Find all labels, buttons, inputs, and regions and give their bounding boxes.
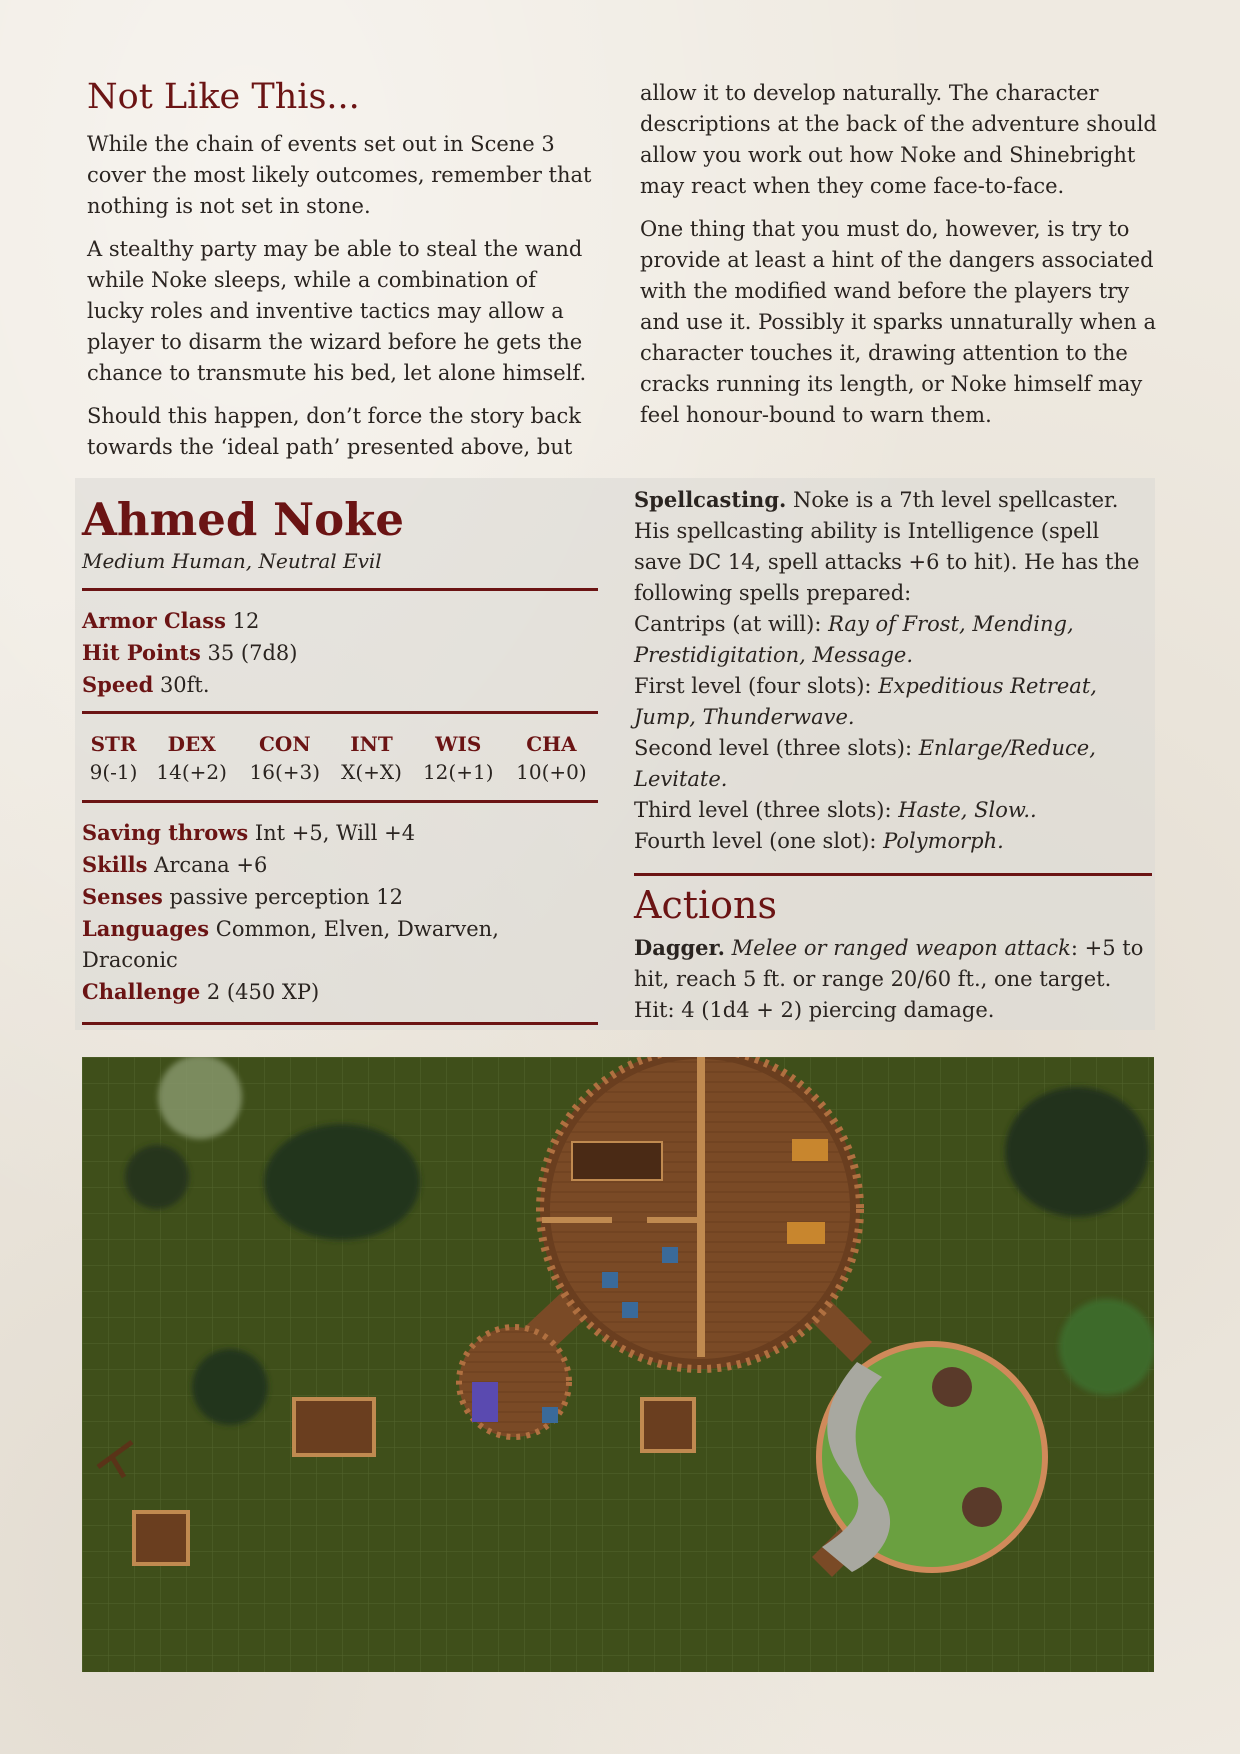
spell-level-prefix: Fourth level (one slot): (634, 829, 884, 853)
ability-value: 14(+2) (156, 760, 227, 784)
chest (622, 1302, 638, 1318)
ability-header: CON (258, 732, 311, 756)
tree (264, 1124, 420, 1240)
table (572, 1142, 662, 1180)
shed (642, 1399, 694, 1451)
creature-name: Ahmed Noke (82, 493, 404, 546)
wall (542, 1217, 612, 1223)
intro-paragraph: allow it to develop naturally. The character descriptions at the back of the adventure should allow you work out how Noke and Shinebright may react when they come face-to-face. (640, 81, 1157, 198)
ability-header: CHA (526, 732, 577, 756)
battle-map (82, 1057, 1154, 1672)
hit-points-value: 35 (7d8) (200, 641, 298, 665)
actions-title: Actions (634, 883, 778, 927)
tree (1005, 1087, 1149, 1217)
hit-points-line (82, 637, 598, 669)
dagger-action (634, 932, 1152, 1026)
table (787, 1222, 825, 1244)
wall (697, 1057, 705, 1357)
skills-value: Arcana +6 (147, 853, 268, 877)
speed-label: Speed (82, 672, 154, 697)
intro-paragraph: While the chain of events set out in Scene 3 cover the most likely outcomes, remember that nothing is not set in stone. (87, 131, 592, 218)
spell-level-line (634, 795, 1152, 826)
tree (125, 1145, 189, 1209)
spellcasting-label: Spellcasting. (634, 487, 787, 512)
divider (634, 873, 1152, 876)
ability-scores-table (82, 728, 598, 790)
spell-level-prefix: Third level (three slots): (634, 798, 899, 822)
divider (82, 588, 598, 591)
dagger-text: : +5 to hit, reach 5 ft. or range 20/60 ft., one target. Hit: 4 (1d4 + 2) piercing damage. (634, 936, 1144, 1022)
languages-label: Languages (82, 916, 210, 941)
divider (82, 1022, 598, 1025)
ability-value: 10(+0) (516, 760, 587, 784)
ability-header: WIS (435, 732, 482, 756)
saving-throws-label: Saving throws (82, 820, 249, 845)
challenge-label: Challenge (82, 979, 201, 1004)
senses-line (82, 881, 598, 913)
hit-points-label: Hit Points (82, 640, 201, 665)
shed (294, 1399, 374, 1455)
chest (662, 1247, 678, 1263)
ability-value: 9(-1) (89, 760, 138, 784)
statblock-left (82, 492, 598, 1039)
dagger-type: Melee or ranged weapon attack (725, 936, 1071, 960)
wall (647, 1217, 697, 1223)
armor-class-line (82, 605, 598, 637)
ability-value-row (82, 758, 598, 790)
languages-value: Common, Elven, Dwarven, Draconic (82, 917, 499, 972)
spell-list: Ray of Frost, Mending, Prestidigitation, Message. (634, 612, 1074, 667)
languages-line (82, 913, 598, 976)
intro-paragraph: Should this happen, don’t force the story back towards the ‘ideal path’ presented above, but (87, 403, 581, 459)
spell-list: Polymorph. (883, 829, 1004, 853)
ability-value: 12(+1) (422, 760, 494, 784)
bed (472, 1382, 498, 1422)
challenge-value: 2 (450 XP) (200, 980, 320, 1004)
speed-line (82, 669, 598, 701)
statblock-right (634, 484, 1152, 1026)
spellcasting-intro (634, 484, 1152, 609)
shrub (932, 1367, 972, 1407)
senses-value: passive perception 12 (162, 885, 403, 909)
armor-class-value: 12 (225, 609, 260, 633)
ability-header: INT (350, 732, 393, 756)
spell-list: Enlarge/Reduce, Levitate. (634, 736, 1096, 791)
ability-value: X(+X) (341, 760, 402, 784)
spell-list: Haste, Slow.. (898, 798, 1037, 822)
divider (82, 711, 598, 714)
senses-label: Senses (82, 884, 163, 909)
shed (134, 1512, 188, 1564)
spell-level-line (634, 609, 1152, 671)
intro-right-column (640, 78, 1160, 443)
divider (82, 800, 598, 803)
skills-line (82, 849, 598, 881)
spell-level-line (634, 671, 1152, 733)
intro-paragraph: A stealthy party may be able to steal the wand while Noke sleeps, while a combination of lucky roles and inventive tactics may allow a player to disarm the wizard before he gets the chance to transmute his bed, let alone himself. (87, 236, 587, 385)
spell-level-line (634, 733, 1152, 795)
dagger-name: Dagger. (634, 935, 725, 960)
spell-level-line (634, 826, 1152, 857)
table (792, 1139, 828, 1161)
tree (1059, 1299, 1154, 1395)
saving-throws-line (82, 817, 598, 849)
spell-list: Expeditious Retreat, Jump, Thunderwave. (634, 674, 1097, 729)
tree (158, 1057, 242, 1139)
spell-level-prefix: Second level (three slots): (634, 736, 919, 760)
chest (602, 1272, 618, 1288)
shrub (962, 1487, 1002, 1527)
spellcasting-text: Noke is a 7th level spellcaster. His spellcasting ability is Intelligence (spell save DC 14, spell attacks +6 to hit). He has the following spells prepared: (634, 488, 1140, 605)
creature-subtitle: Medium Human, Neutral Evil (82, 549, 382, 573)
skills-label: Skills (82, 852, 148, 877)
intro-paragraph: One thing that you must do, however, is try to provide at least a hint of the dangers associated with the modified wand before the players try and use it. Possibly it sparks unnaturally when a character touches it, drawing attention to the cracks running its length, or Noke himself may feel honour-bound to warn them. (640, 217, 1156, 427)
ability-header: STR (90, 732, 137, 756)
ability-header: DEX (167, 732, 216, 756)
speed-value: 30ft. (153, 673, 210, 697)
ability-value: 16(+3) (249, 760, 321, 784)
chest (542, 1407, 558, 1423)
armor-class-label: Armor Class (82, 608, 226, 633)
spell-level-prefix: Cantrips (at will): (634, 612, 829, 636)
saving-throws-value: Int +5, Will +4 (248, 821, 416, 845)
intro-left-column (87, 78, 597, 475)
section-title: Not Like This... (87, 77, 360, 117)
ability-header-row (82, 728, 598, 758)
tree (192, 1349, 268, 1425)
spell-level-prefix: First level (four slots): (634, 674, 879, 698)
challenge-line (82, 976, 598, 1008)
